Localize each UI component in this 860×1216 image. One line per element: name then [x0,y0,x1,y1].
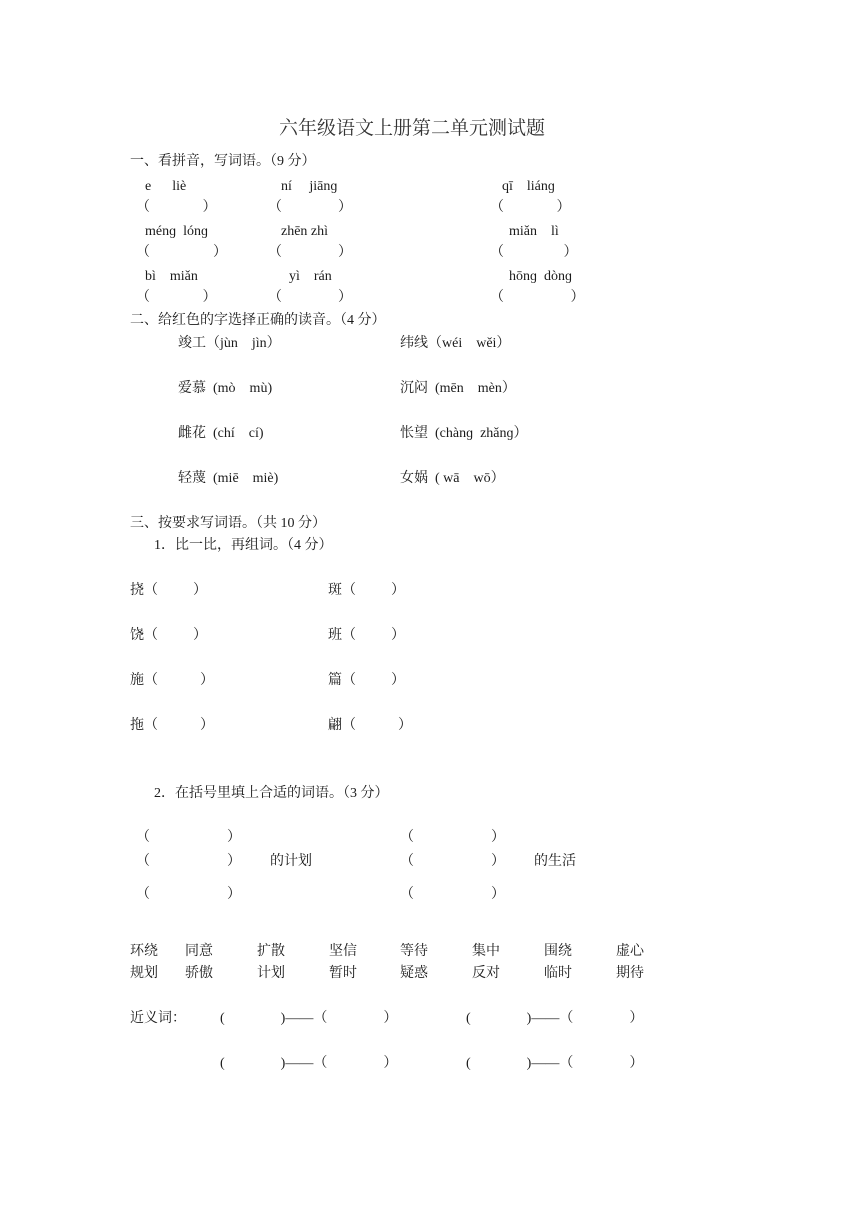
reading-choice[interactable]: 竣工（jùn jìn） [178,336,281,351]
compare-word[interactable]: 翩（ ） [328,718,412,733]
section2-heading: 二、给红色的字选择正确的读音。（4 分） [130,313,386,328]
pinyin-cell: qī liánɡ [502,179,555,194]
fill-bracket[interactable]: （ ） [400,887,505,902]
answer-bracket[interactable]: （ ） [268,245,352,260]
word-bank-item: 围绕 [544,944,572,959]
pinyin-cell: hōnɡ dònɡ [509,269,572,284]
word-bank-item: 环绕 [130,944,158,959]
reading-choice[interactable]: 轻蔑 (miē miè) [178,471,279,486]
compare-word[interactable]: 班（ ） [328,628,405,643]
reading-choice[interactable]: 女娲 ( wā wō） [400,471,505,486]
fill-bracket[interactable]: （ ） [136,830,241,845]
word-bank-item: 临时 [544,966,572,981]
synonym-blank[interactable]: ( )——（ ） [220,1011,398,1026]
reading-choice[interactable]: 纬线（wéi wěi） [400,336,511,351]
page-title: 六年级语文上册第二单元测试题 [279,118,546,139]
pinyin-cell: ní jiānɡ [281,179,338,194]
answer-bracket[interactable]: （ ） [268,290,352,305]
synonym-blank[interactable]: ( )——（ ） [220,1056,398,1071]
synonym-blank[interactable]: ( )——（ ） [466,1056,644,1071]
answer-bracket[interactable]: （ ） [136,290,217,305]
pinyin-cell: ménɡ lónɡ [145,224,208,239]
fill-bracket[interactable]: （ ） [136,854,241,869]
pinyin-cell: e liè [145,179,187,194]
answer-bracket[interactable]: （ ） [490,290,585,305]
section3-heading: 三、按要求写词语。（共 10 分） [130,516,326,531]
answer-bracket[interactable]: （ ） [490,245,578,260]
compare-word[interactable]: 饶（ ） [130,628,207,643]
word-bank-item: 坚信 [329,944,357,959]
reading-choice[interactable]: 爱慕 (mò mù) [178,381,273,396]
word-bank-item: 反对 [472,966,500,981]
word-bank-item: 规划 [130,966,158,981]
word-bank-item: 扩散 [257,944,285,959]
compare-word[interactable]: 篇（ ） [328,673,405,688]
compare-word[interactable]: 挠（ ） [130,583,207,598]
word-bank-item: 疑惑 [400,966,428,981]
synonym-label: 近义词： [130,1011,186,1026]
reading-choice[interactable]: 沉闷 (mēn mèn） [400,381,516,396]
pinyin-cell: zhēn zhì [281,224,329,239]
section3-sub1-heading: 1．比一比，再组词。（4 分） [154,538,333,553]
fill-suffix: 的生活 [534,854,576,869]
pinyin-cell: miǎn lì [509,224,559,239]
word-bank-item: 期待 [616,966,644,981]
word-bank-item: 同意 [185,944,213,959]
fill-suffix: 的计划 [270,854,312,869]
answer-bracket[interactable]: （ ） [268,200,352,215]
fill-bracket[interactable]: （ ） [136,887,241,902]
compare-word[interactable]: 拖（ ） [130,718,214,733]
word-bank-item: 虚心 [616,944,644,959]
word-bank-item: 集中 [472,944,500,959]
compare-word[interactable]: 施（ ） [130,673,214,688]
section3-sub2-heading: 2．在括号里填上合适的词语。（3 分） [154,786,389,801]
word-bank-item: 计划 [257,966,285,981]
reading-choice[interactable]: 雌花 (chí cí) [178,426,264,441]
pinyin-cell: yì rán [289,269,332,284]
answer-bracket[interactable]: （ ） [136,200,217,215]
word-bank-item: 暂时 [329,966,357,981]
pinyin-cell: bì miǎn [145,269,198,284]
fill-bracket[interactable]: （ ） [400,830,505,845]
synonym-blank[interactable]: ( )——（ ） [466,1011,644,1026]
fill-bracket[interactable]: （ ） [400,854,505,869]
word-bank-item: 等待 [400,944,428,959]
answer-bracket[interactable]: （ ） [490,200,571,215]
word-bank-item: 骄傲 [185,966,213,981]
compare-word[interactable]: 斑（ ） [328,583,405,598]
answer-bracket[interactable]: （ ） [136,245,227,260]
section1-heading: 一、看拼音，写词语。（9 分） [130,154,316,169]
reading-choice[interactable]: 怅望 (chànɡ zhǎnɡ） [400,426,528,441]
